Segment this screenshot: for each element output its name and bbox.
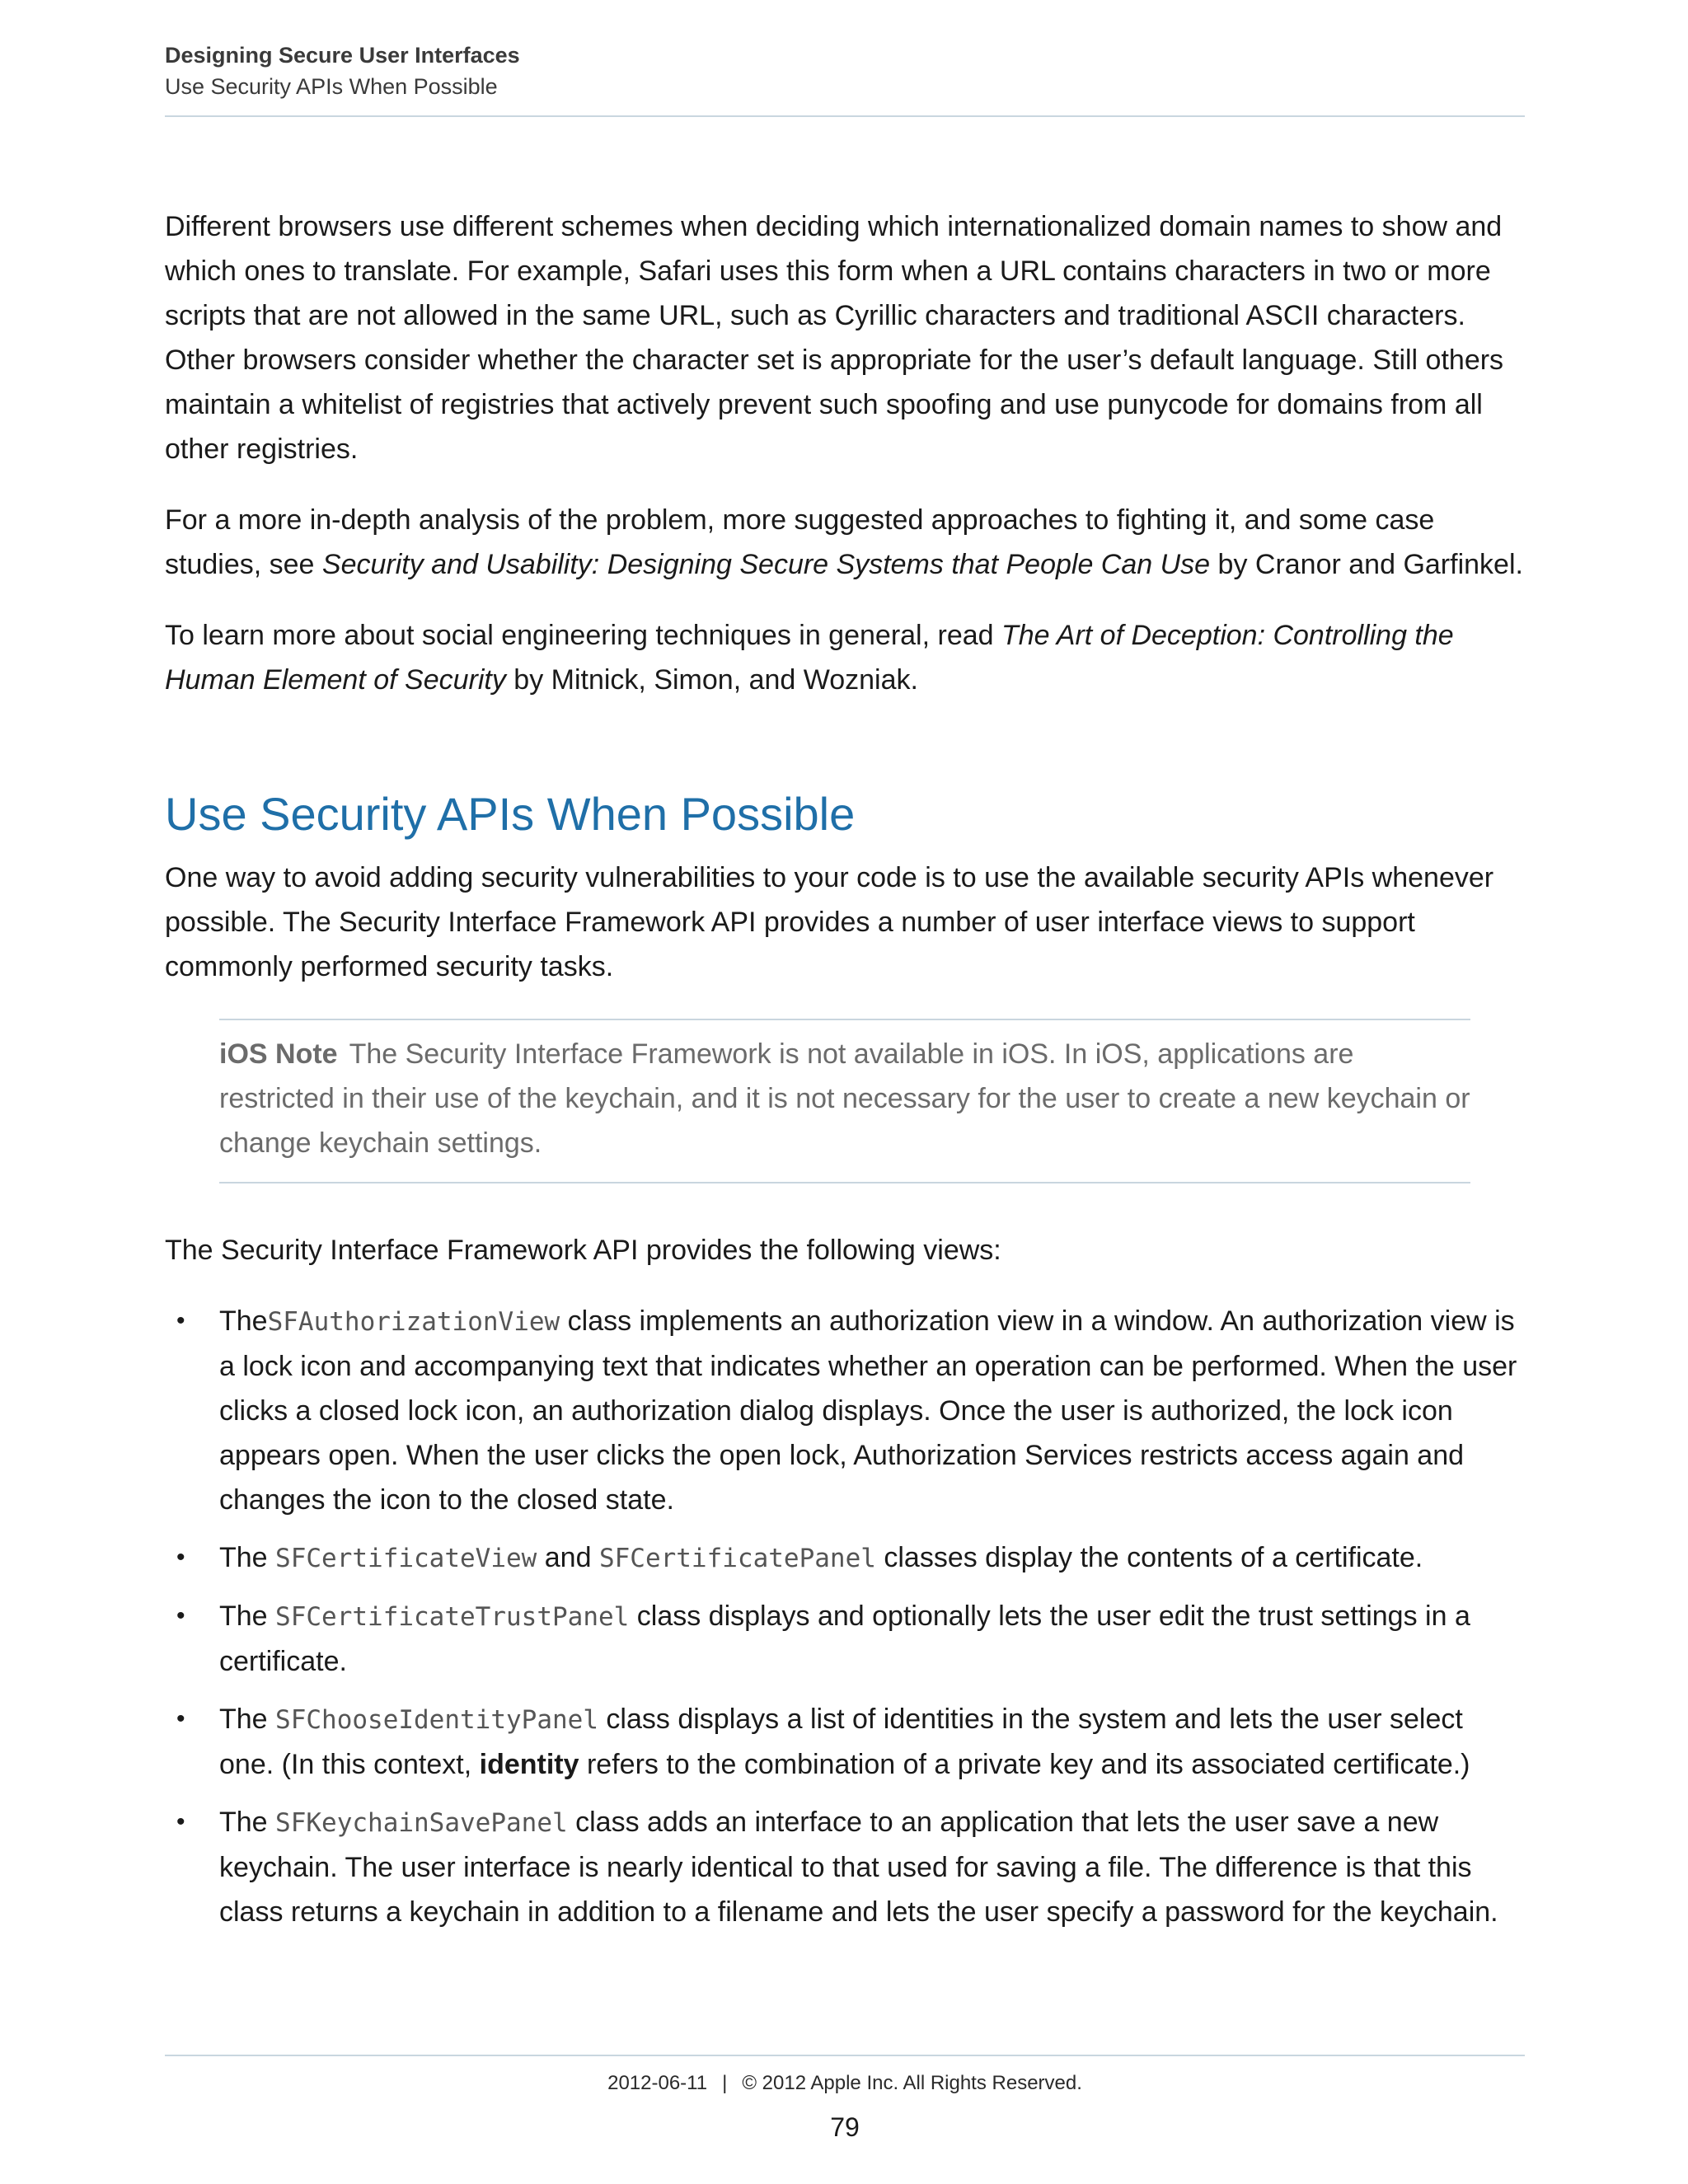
note-label: iOS Note xyxy=(219,1038,338,1070)
bullet-icon: • xyxy=(176,1705,185,1732)
book-title: The Art of Deception: Controlling the Human Element of Security xyxy=(165,620,1454,696)
class-name: SFCertificateTrustPanel xyxy=(275,1602,630,1632)
list-item xyxy=(165,1800,1525,1934)
bullet-icon: • xyxy=(176,1307,185,1334)
list-item xyxy=(165,1299,1525,1522)
page-body xyxy=(165,204,1525,1947)
text: classes display the contents of a certificate. xyxy=(875,1542,1423,1573)
text: refers to the combination of a private key and its associated certificate.) xyxy=(579,1749,1470,1780)
page-footer xyxy=(165,2055,1525,2144)
class-name: SFKeychainSavePanel xyxy=(275,1808,568,1838)
text: The xyxy=(219,1542,276,1573)
text: For a more in-depth analysis of the problem, more suggested approaches to fighting it, and some case studies, see xyxy=(165,504,1435,580)
text: and xyxy=(537,1542,599,1573)
page-number: 79 xyxy=(830,2112,860,2142)
class-name: SFChooseIdentityPanel xyxy=(275,1705,598,1735)
text: class displays and optionally lets the user edit the trust settings in a certificate. xyxy=(219,1601,1470,1677)
paragraph-social-engineering xyxy=(165,613,1525,702)
term-identity: identity xyxy=(479,1749,579,1780)
class-name: SFCertificateView xyxy=(275,1544,537,1573)
text: The xyxy=(219,1305,268,1337)
list-item xyxy=(165,1535,1525,1581)
text: The xyxy=(219,1807,276,1838)
paragraph-browsers: Different browsers use different schemes when deciding which internationalized domain names to show and which ones to translate. For example, Safari uses this form when a URL contains characters in two or more scripts that are not allowed in the same URL, such as Cyrillic characters and traditional ASCII characters. Other browsers consider whether the character set is appropriate for the user’s default language. Still others maintain a whitelist of registries that actively prevent such spoofing and use punycode for domains from all other registries. xyxy=(165,211,1504,465)
running-section-title: Use Security APIs When Possible xyxy=(165,74,498,99)
text: The xyxy=(219,1704,276,1735)
list-item xyxy=(165,1594,1525,1684)
paragraph-views-intro: The Security Interface Framework API provides the following views: xyxy=(165,1235,1001,1266)
note-text: The Security Interface Framework is not available in iOS. In iOS, applications are restricted in their use of the keychain, and it is not necessary for the user to create a new keychain or change keychain settings. xyxy=(219,1038,1470,1159)
book-title: Security and Usability: Designing Secure Systems that People Can Use xyxy=(321,549,1211,580)
bullet-icon: • xyxy=(176,1808,185,1835)
document-page xyxy=(165,0,1525,2184)
text: class adds an interface to an application that lets the user save a new keychain. The user interface is nearly identical to that used for saving a file. The difference is that this class returns a keychain in addition to a filename and lets the user specify a password for the keychain. xyxy=(219,1807,1498,1928)
running-header xyxy=(165,40,1525,117)
list-item xyxy=(165,1697,1525,1787)
footer-date: 2012-06-11 xyxy=(607,2072,708,2094)
ios-note xyxy=(219,1019,1470,1183)
text: by Mitnick, Simon, and Wozniak. xyxy=(505,664,918,696)
text: class displays a list of identities in the system and lets the user select one. (In this context, xyxy=(219,1704,1463,1780)
footer-meta xyxy=(165,2069,1525,2097)
paragraph-security-apis: One way to avoid adding security vulnerabilities to your code is to use the available security APIs whenever possible. The Security Interface Framework API provides a number of user interface views to support commonly performed security tasks. xyxy=(165,862,1494,982)
document-title: Designing Secure User Interfaces xyxy=(165,43,520,68)
bullet-icon: • xyxy=(176,1602,185,1629)
text: The xyxy=(219,1601,276,1632)
paragraph-further-reading xyxy=(165,498,1525,587)
text: class implements an authorization view in a window. An authorization view is a lock icon and accompanying text that indicates whether an operation can be performed. When the user clicks a closed lock icon, an authorization dialog displays. Once the user is authorized, the lock icon appears open. When the user clicks the open lock, Authorization Services restricts access again and changes the icon to the closed state. xyxy=(219,1305,1517,1516)
views-list xyxy=(165,1299,1525,1934)
class-name: SFAuthorizationView xyxy=(267,1307,560,1337)
section-heading: Use Security APIs When Possible xyxy=(165,788,856,840)
footer-copyright: © 2012 Apple Inc. All Rights Reserved. xyxy=(742,2072,1082,2094)
footer-separator: | xyxy=(722,2072,728,2094)
text: To learn more about social engineering techniques in general, read xyxy=(165,620,1001,651)
text: by Cranor and Garfinkel. xyxy=(1210,549,1523,580)
class-name: SFCertificatePanel xyxy=(598,1544,876,1573)
bullet-icon: • xyxy=(176,1544,185,1571)
